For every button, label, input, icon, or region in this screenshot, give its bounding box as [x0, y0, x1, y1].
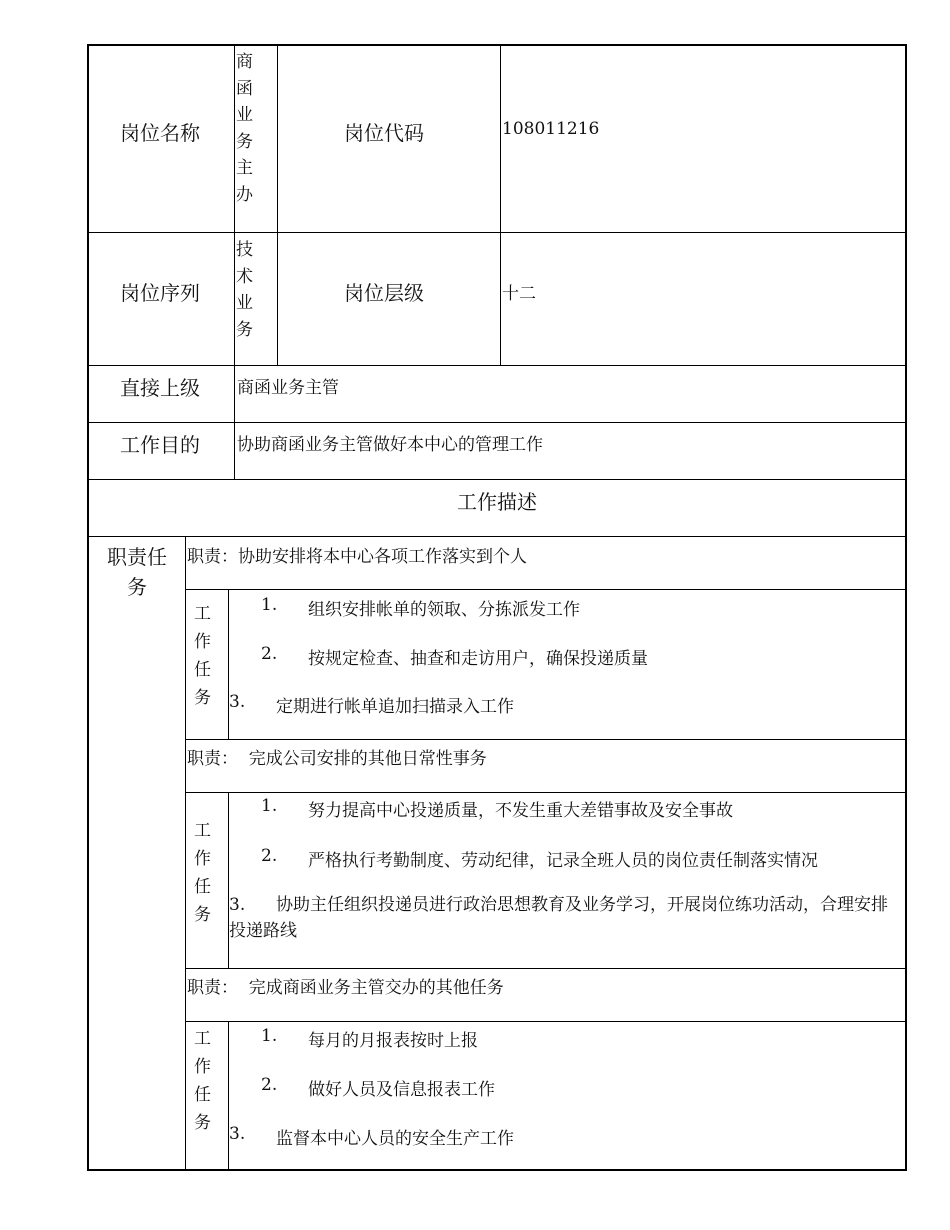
- task-text: 按规定检查、抽查和走访用户，确保投递质量: [308, 649, 648, 669]
- duty-title: 职责： 完成商函业务主管交办的其他任务: [187, 978, 504, 998]
- task-number: 1.: [261, 595, 278, 615]
- task-number: 3.: [229, 895, 246, 915]
- job-name-char: 主: [236, 158, 253, 178]
- task-text: 协助主任组织投递员进行政治思想教育及业务学习，开展岗位练功活动，合理安排投递路线: [229, 895, 888, 941]
- job-name-value: [236, 49, 258, 208]
- superior-value: 商函业务主管: [237, 378, 339, 398]
- task-item: [261, 595, 580, 620]
- job-name-char: 办: [236, 184, 253, 205]
- work-tasks-label: [194, 600, 216, 712]
- duty-title: 职责：协助安排将本中心各项工作落实到个人: [187, 547, 527, 567]
- job-name-char: 业: [236, 105, 253, 125]
- work-tasks-char: 工: [194, 821, 211, 841]
- task-item: [229, 692, 514, 717]
- job-series-char: 术: [236, 266, 253, 287]
- purpose-label: 工作目的: [120, 433, 200, 457]
- work-tasks-char: 任: [194, 660, 211, 680]
- task-text: 每月的月报表按时上报: [308, 1031, 478, 1051]
- job-series-char: 技: [236, 240, 253, 260]
- job-code-value: 108011216: [502, 119, 600, 139]
- job-level-label: 岗位层级: [344, 281, 424, 305]
- purpose-value: 协助商函业务主管做好本中心的管理工作: [237, 435, 543, 455]
- task-number: 3.: [229, 692, 246, 712]
- task-number: 2.: [261, 846, 278, 866]
- work-tasks-char: 务: [194, 688, 211, 708]
- task-number: 1.: [261, 796, 278, 816]
- task-item: [229, 1124, 514, 1149]
- task-item: [229, 892, 895, 944]
- task-text: 监督本中心人员的安全生产工作: [276, 1129, 514, 1149]
- description-title: 工作描述: [457, 490, 537, 514]
- task-item: [261, 644, 648, 669]
- job-series-char: 务: [236, 319, 253, 340]
- task-item: [261, 1026, 478, 1051]
- work-tasks-char: 工: [194, 604, 211, 624]
- work-tasks-char: 工: [194, 1029, 211, 1049]
- work-tasks-char: 作: [194, 849, 211, 869]
- task-number: 1.: [261, 1026, 278, 1046]
- job-code-label: 岗位代码: [344, 121, 424, 145]
- job-name-char: 函: [236, 78, 253, 99]
- superior-label: 直接上级: [120, 376, 200, 400]
- job-name-char: 商: [236, 52, 253, 72]
- work-tasks-char: 务: [194, 1113, 211, 1133]
- work-tasks-char: 务: [194, 905, 211, 925]
- duty-title: 职责： 完成公司安排的其他日常性事务: [187, 749, 487, 769]
- task-number: 2.: [261, 1075, 278, 1095]
- task-text: 定期进行帐单追加扫描录入工作: [276, 697, 514, 717]
- job-series-value: [236, 237, 258, 343]
- work-tasks-label: [194, 817, 216, 929]
- job-name-label: 岗位名称: [120, 121, 200, 145]
- task-text: 组织安排帐单的领取、分拣派发工作: [308, 600, 580, 620]
- duties-label-line1: 职责任: [107, 545, 167, 569]
- job-series-char: 业: [236, 293, 253, 313]
- work-tasks-char: 任: [194, 1085, 211, 1105]
- job-name-char: 务: [236, 131, 253, 152]
- task-text: 做好人员及信息报表工作: [308, 1080, 495, 1100]
- duties-label: [95, 542, 179, 602]
- task-item: [261, 846, 818, 871]
- job-level-value: 十二: [502, 284, 536, 304]
- work-tasks-char: 任: [194, 877, 211, 897]
- work-tasks-char: 作: [194, 1057, 211, 1077]
- task-number: 2.: [261, 644, 278, 664]
- task-item: [261, 1075, 495, 1100]
- task-number: 3.: [229, 1124, 246, 1144]
- work-tasks-char: 作: [194, 632, 211, 652]
- job-series-label: 岗位序列: [120, 281, 200, 305]
- task-item: [261, 796, 733, 821]
- task-text: 努力提高中心投递质量，不发生重大差错事故及安全事故: [308, 801, 733, 821]
- work-tasks-label: [194, 1025, 216, 1137]
- duties-label-line2: 务: [127, 575, 147, 599]
- task-text: 严格执行考勤制度、劳动纪律，记录全班人员的岗位责任制落实情况: [308, 851, 818, 871]
